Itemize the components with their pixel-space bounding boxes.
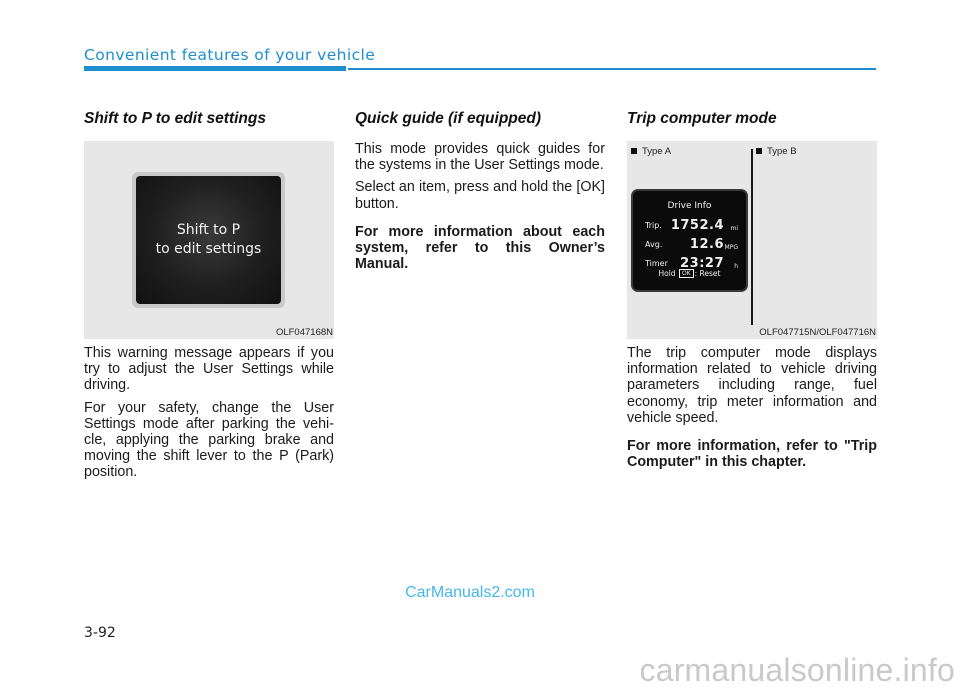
row-label: Timer bbox=[645, 259, 668, 268]
page-number: 3-92 bbox=[84, 625, 116, 641]
drive-info-row bbox=[645, 215, 738, 233]
figure-shift-to-p bbox=[84, 141, 334, 339]
type-a-label: Type A bbox=[631, 146, 671, 157]
bold-note: For more information, refer to "Trip Computer" in this chapter. bbox=[627, 438, 877, 471]
figure-divider bbox=[751, 149, 753, 325]
footer-watermark: carmanualsonline.info bbox=[639, 652, 955, 688]
hold-text: Hold bbox=[658, 269, 676, 278]
row-value: 1752.4 bbox=[670, 218, 724, 233]
type-b-label: Type B bbox=[756, 146, 797, 157]
header-rule-thick bbox=[84, 66, 346, 71]
column-shift-to-p bbox=[84, 110, 334, 487]
hold-reset-hint bbox=[633, 269, 746, 278]
heading-trip-computer: Trip computer mode bbox=[627, 110, 777, 127]
paragraph: For your safety, change the User Settings mode after parking the vehi-cle, applying the parking brake and moving the shift lever to the P (Park) position. bbox=[84, 399, 334, 481]
row-value: 12.6 bbox=[689, 237, 724, 252]
figure-code: OLF047715N/OLF047716N bbox=[759, 327, 876, 338]
row-value: 23:27 bbox=[680, 256, 724, 271]
bold-note: For more information about each system, refer to this Owner’s Manual. bbox=[355, 223, 605, 273]
section-title: Convenient features of your vehicle bbox=[84, 46, 376, 64]
figure-code: OLF047168N bbox=[275, 327, 333, 338]
row-label: Trip. bbox=[645, 221, 662, 230]
reset-text: : Reset bbox=[694, 269, 721, 278]
column-quick-guide bbox=[355, 110, 605, 278]
column-trip-computer bbox=[627, 110, 877, 476]
display-line-2: to edit settings bbox=[155, 241, 262, 257]
drive-info-row bbox=[645, 234, 738, 252]
header-rule-thin bbox=[348, 68, 876, 70]
row-unit: MPG bbox=[724, 244, 738, 251]
row-label: Avg. bbox=[645, 240, 663, 249]
drive-info-title: Drive Info bbox=[667, 201, 712, 211]
paragraph: This warning message appears if you try to adjust the User Settings while driving. bbox=[84, 345, 334, 394]
paragraph: This mode provides quick guides for the systems in the User Settings mode. bbox=[355, 141, 605, 174]
paragraph: The trip computer mode displays information related to vehicle driving parameters including range, fuel economy, trip meter information and vehicle speed. bbox=[627, 345, 877, 426]
cluster-display bbox=[132, 172, 285, 308]
paragraph: Select an item, press and hold the [OK] button. bbox=[355, 179, 605, 212]
display-line-1: Shift to P bbox=[176, 222, 241, 238]
heading-shift-to-p: Shift to P to edit settings bbox=[84, 110, 266, 127]
row-unit: mi bbox=[730, 225, 738, 232]
figure-trip-computer bbox=[627, 141, 877, 339]
heading-quick-guide: Quick guide (if equipped) bbox=[355, 110, 541, 127]
ok-key: OK bbox=[679, 269, 694, 278]
carmanuals-watermark[interactable]: CarManuals2.com bbox=[405, 584, 535, 601]
row-unit: h bbox=[734, 263, 738, 270]
drive-info-display bbox=[631, 189, 748, 292]
